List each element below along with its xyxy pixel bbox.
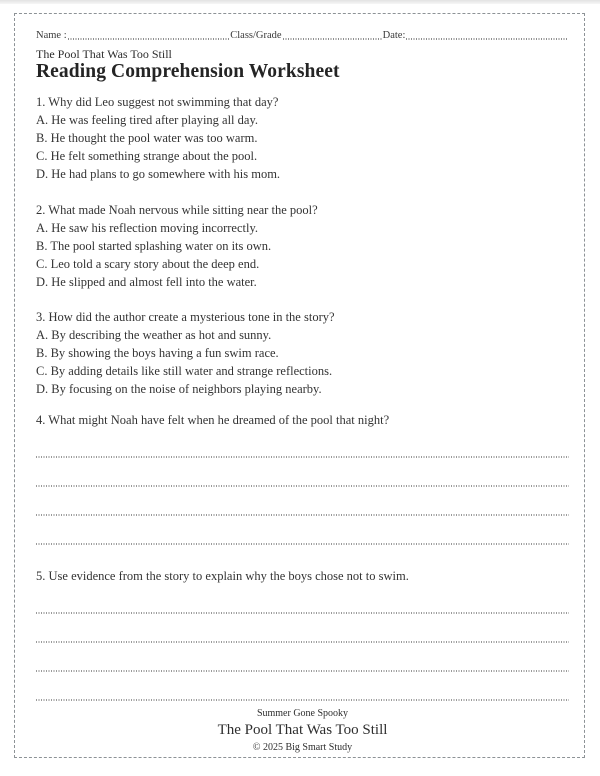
name-blank[interactable] (68, 38, 230, 40)
class-grade-label: Class/Grade (230, 30, 282, 41)
question-1-option-c: C. He felt something strange about the pool. (36, 149, 258, 163)
question-2-option-c: C. Leo told a scary story about the deep end. (36, 257, 260, 271)
question-4-text: 4. What might Noah have felt when he dreamed of the pool that night? (36, 413, 390, 427)
question-2-option-b: B. The pool started splashing water on its own. (36, 239, 272, 253)
question-3-option-d: D. By focusing on the noise of neighbors playing nearby. (36, 382, 322, 396)
question-2-option-a: A. He saw his reflection moving incorrectly. (36, 221, 259, 235)
question-1-option-b: B. He thought the pool water was too warm. (36, 131, 258, 145)
question-3-option-c: C. By adding details like still water and strange reflections. (36, 364, 333, 378)
question-4 (36, 411, 569, 545)
question-2-option-d: D. He slipped and almost fell into the water. (36, 275, 257, 289)
student-info-row (36, 29, 569, 42)
page-title: Reading Comprehension Worksheet (36, 61, 340, 82)
question-1-option-a: A. He was feeling tired after playing all day. (36, 113, 259, 127)
question-3-option-a: A. By describing the weather as hot and sunny. (36, 328, 272, 342)
question-1 (36, 93, 569, 183)
footer-series: Summer Gone Spooky (256, 708, 349, 719)
answer-line[interactable] (36, 585, 569, 614)
footer (36, 708, 569, 754)
question-2-text: 2. What made Noah nervous while sitting near the pool? (36, 203, 318, 217)
date-label: Date: (382, 30, 406, 41)
worksheet-sheet (14, 13, 585, 758)
footer-story-title: The Pool That Was Too Still (217, 722, 388, 738)
question-5-answer-area[interactable] (36, 585, 569, 701)
question-3-option-b: B. By showing the boys having a fun swim race. (36, 346, 279, 360)
date-blank[interactable] (406, 38, 568, 40)
story-subtitle: The Pool That Was Too Still (36, 47, 172, 61)
class-grade-blank[interactable] (283, 38, 382, 40)
answer-line[interactable] (36, 487, 569, 516)
answer-line[interactable] (36, 643, 569, 672)
answer-line[interactable] (36, 614, 569, 643)
name-label: Name : (36, 30, 67, 41)
question-1-option-d: D. He had plans to go somewhere with his mom. (36, 167, 281, 181)
answer-line[interactable] (36, 516, 569, 545)
question-5 (36, 567, 569, 701)
question-5-text: 5. Use evidence from the story to explain why the boys chose not to swim. (36, 569, 409, 583)
answer-line[interactable] (36, 429, 569, 458)
question-1-text: 1. Why did Leo suggest not swimming that day? (36, 95, 279, 109)
question-3 (36, 308, 569, 398)
footer-copyright: © 2025 Big Smart Study (252, 742, 353, 753)
answer-line[interactable] (36, 672, 569, 701)
answer-line[interactable] (36, 458, 569, 487)
question-4-answer-area[interactable] (36, 429, 569, 545)
question-2 (36, 201, 569, 291)
question-3-text: 3. How did the author create a mysterious tone in the story? (36, 310, 335, 324)
